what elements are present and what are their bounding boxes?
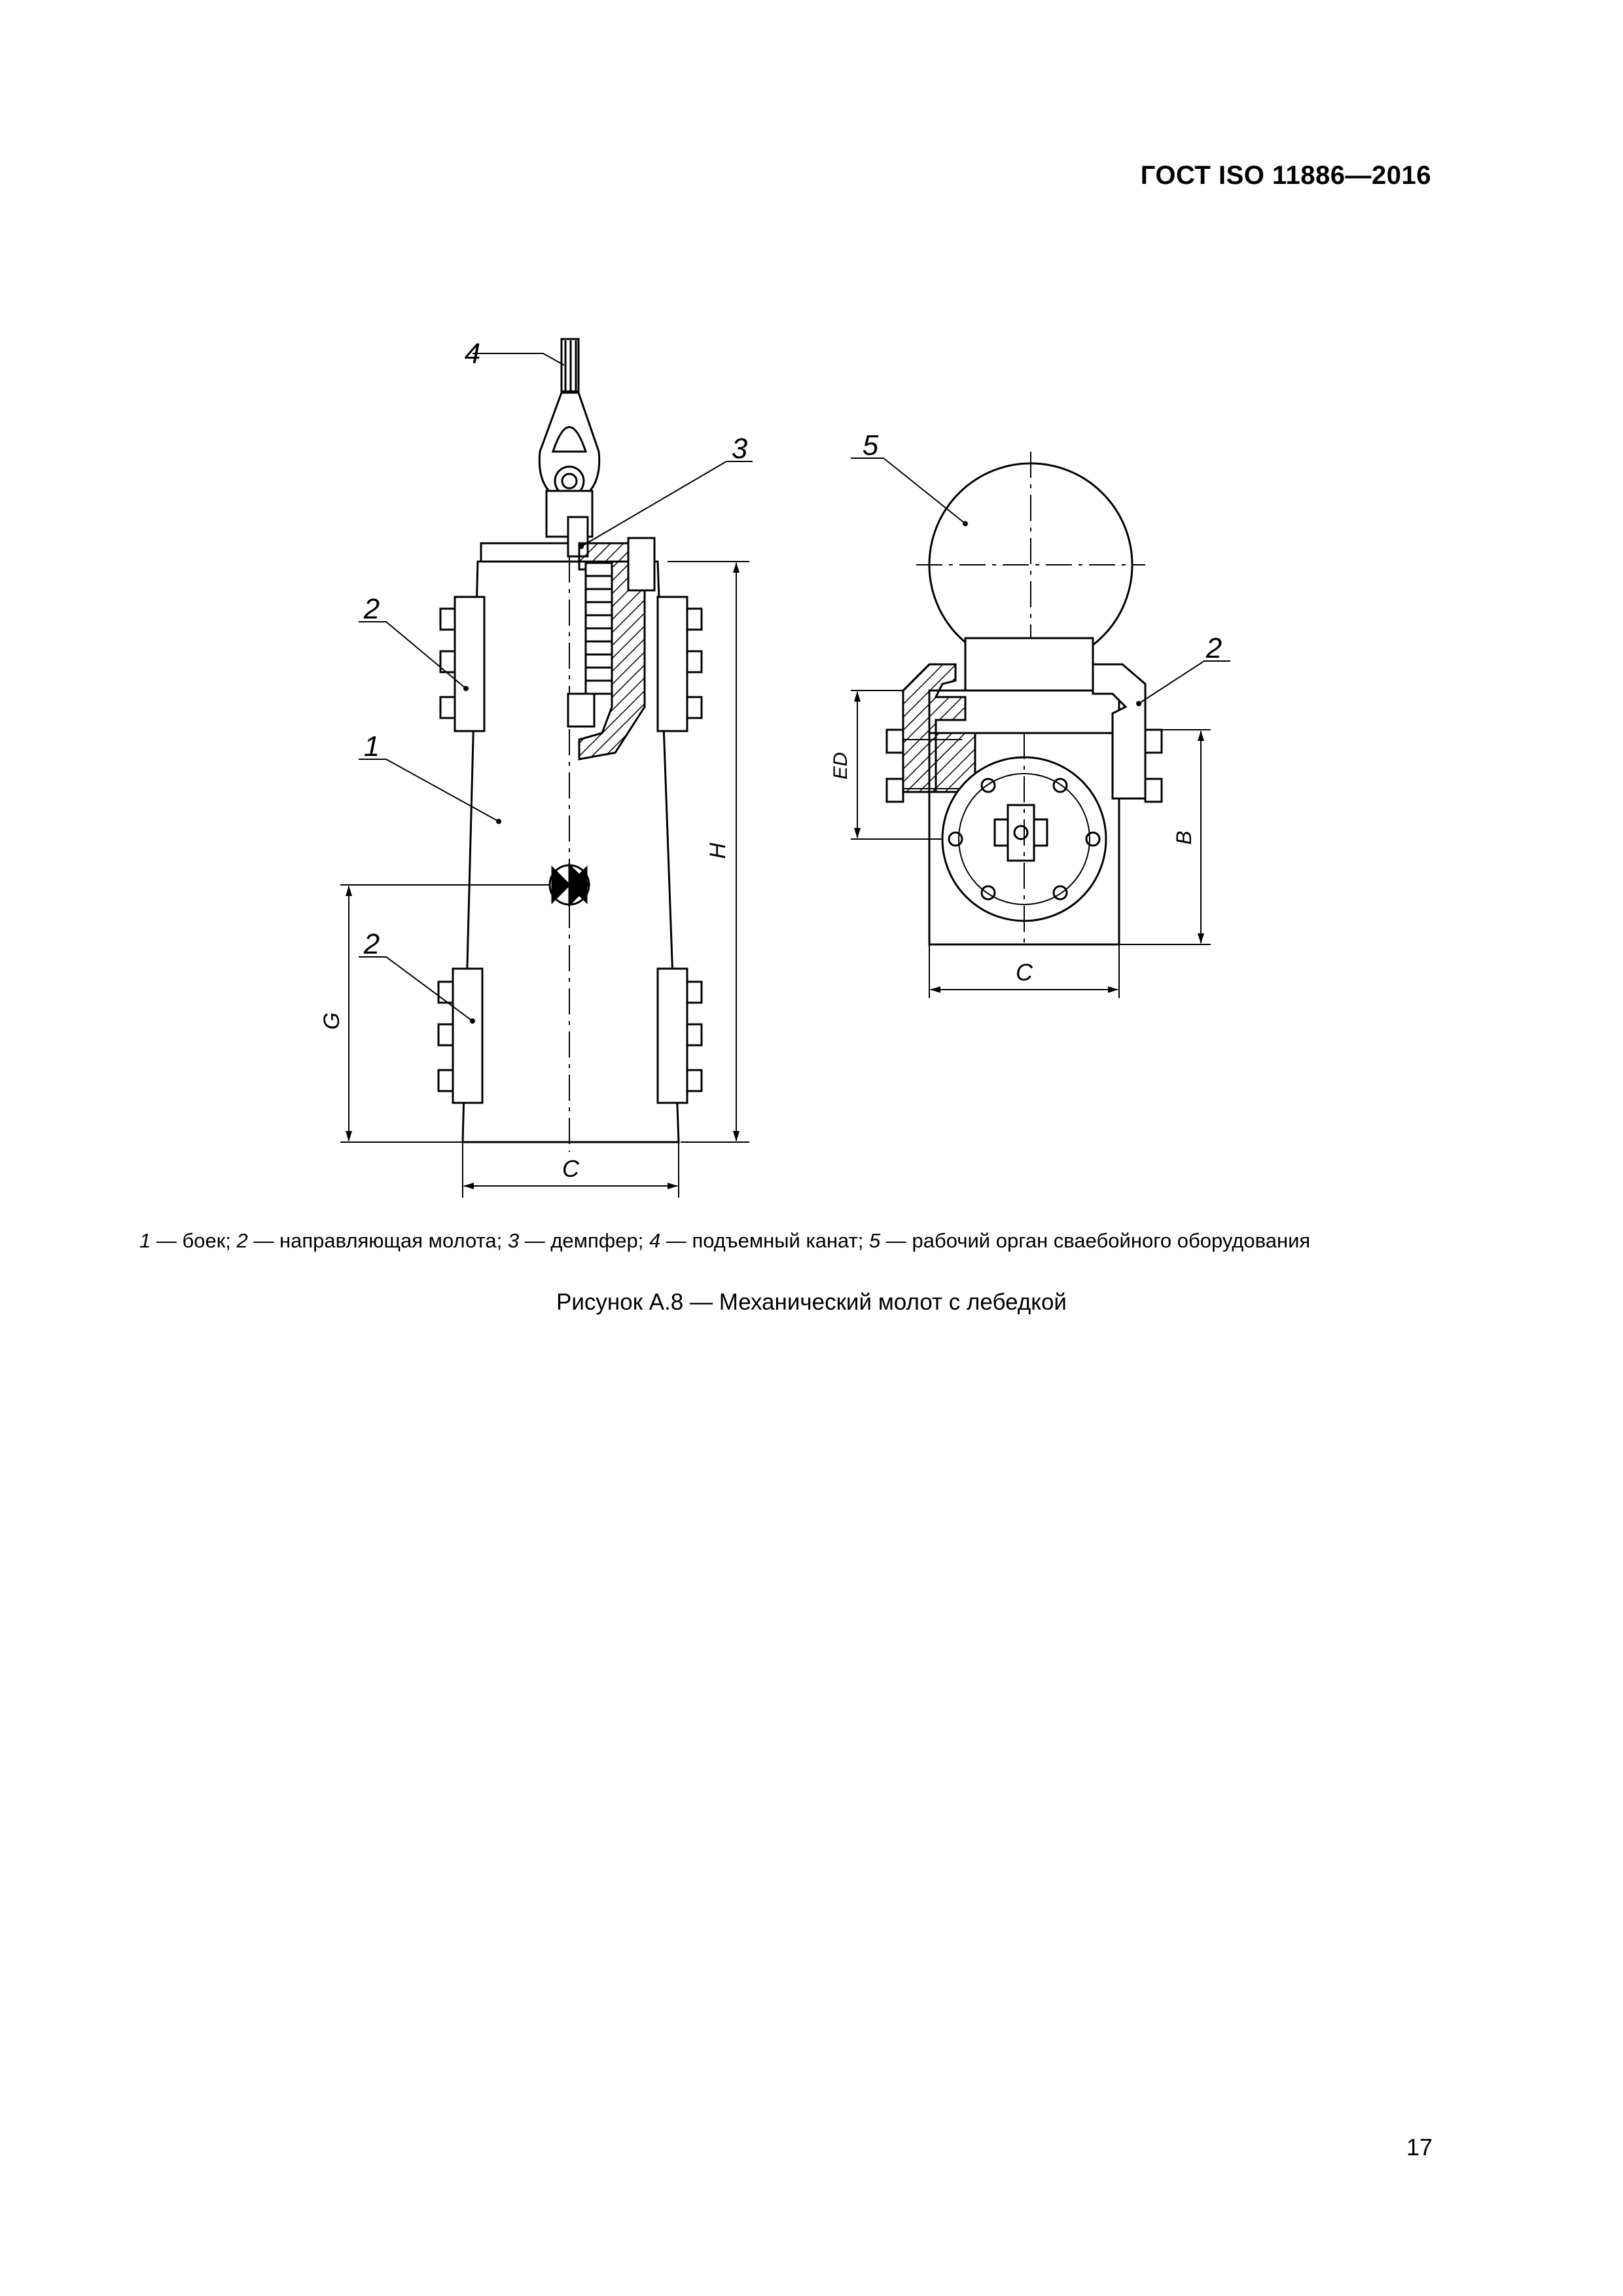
legend-num-2: 2 (236, 1229, 248, 1252)
dim-b-label: B (1172, 831, 1196, 845)
legend-text-4: — подъемный канат; (660, 1229, 870, 1252)
legend-num-1: 1 (139, 1229, 151, 1252)
legend-num-3: 3 (507, 1229, 520, 1252)
rope (539, 339, 599, 556)
guide-right-upper (658, 597, 702, 731)
guide-left-upper (440, 597, 484, 731)
document-header: ГОСТ ISO 11886—2016 (1140, 161, 1431, 190)
legend-text-1: — боек; (151, 1229, 237, 1252)
callout-3: 3 (731, 433, 748, 465)
callout-1: 1 (363, 730, 380, 762)
ram-body (463, 562, 679, 1142)
callout-5: 5 (862, 429, 879, 461)
guide-right-lower (658, 969, 702, 1103)
page-number: 17 (1406, 2134, 1433, 2161)
top-plate (481, 543, 579, 562)
center-of-gravity-icon (550, 865, 589, 905)
guide-left-lower (438, 969, 482, 1103)
dim-c-right-label: C (1016, 959, 1033, 986)
callout-2a: 2 (363, 593, 380, 625)
legend-text-3: — демпфер; (519, 1229, 649, 1252)
dim-c-left-label: C (562, 1155, 579, 1182)
dim-ed-label: ED (830, 752, 851, 780)
right-view (851, 452, 1230, 998)
callout-2c: 2 (1205, 632, 1222, 664)
left-view (340, 339, 753, 1198)
dim-h-label: H (705, 842, 730, 859)
figure-caption: Рисунок А.8 — Механический молот с лебедкой (556, 1289, 1067, 1315)
figure-legend (139, 1229, 1488, 1253)
legend-num-5: 5 (869, 1229, 881, 1252)
callout-2b: 2 (363, 928, 380, 960)
dim-g-label: G (319, 1012, 344, 1030)
legend-text-2: — направляющая молота; (247, 1229, 508, 1252)
callout-4: 4 (464, 338, 481, 370)
legend-text-5: — рабочий орган сваебойного оборудования (880, 1229, 1311, 1252)
legend-num-4: 4 (649, 1229, 661, 1252)
